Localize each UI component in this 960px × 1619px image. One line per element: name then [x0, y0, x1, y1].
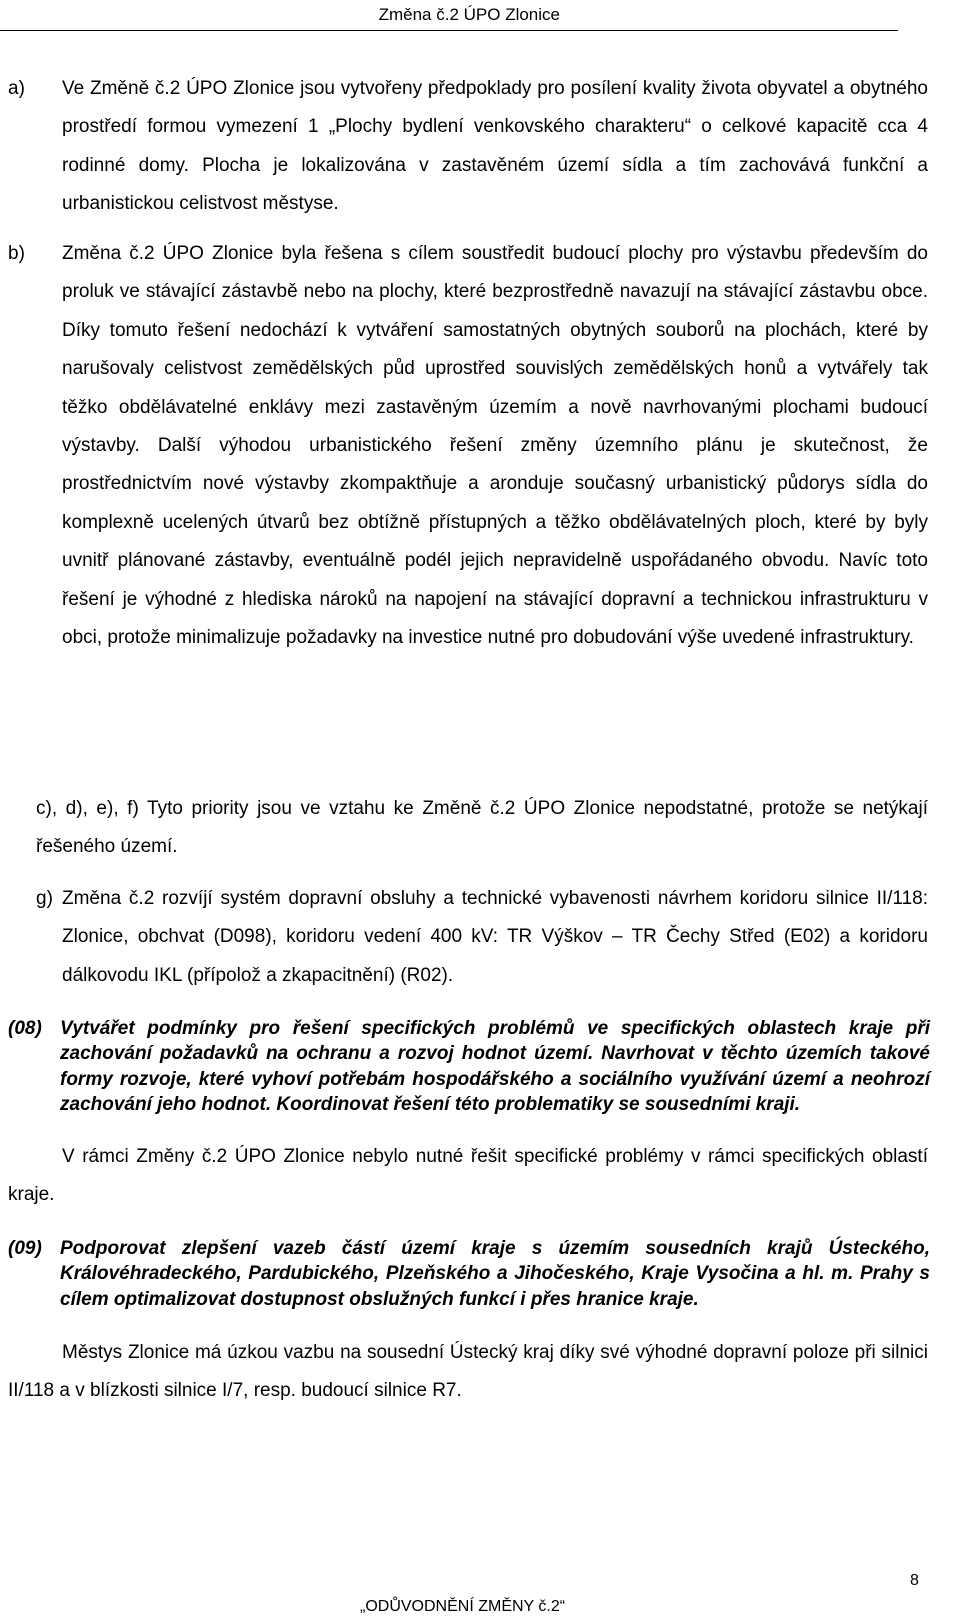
priority-number-09: (09) — [8, 1238, 42, 1259]
item-label-cdef: c), d), e), f) — [36, 798, 139, 819]
page-header — [0, 0, 898, 31]
page-number: 8 — [910, 1572, 919, 1589]
item-label-b: b) — [8, 243, 25, 264]
priority-heading-08: Vytvářet podmínky pro řešení specifických problémů ve specifických oblastech kraje při zachování požadavků na ochranu a rozvoj hodnot území. Navrhovat v těchto územích takové formy rozvoje, které vyhoví potřebám hospodářského a sociálního využívání území a neohrozí zachování jeho hodnot. Koordinovat řešení této problematiky se sousedními kraji. — [60, 1018, 930, 1116]
item-text-g: Změna č.2 rozvíjí systém dopravní obsluhy a technické vybavenosti návrhem koridoru silnice II/118: Zlonice, obchvat (D098), koridoru vedení 400 kV: TR Výškov – TR Čechy Střed (E02) a koridoru dálkovodu IKL (přípolož a zkapacitnění) (R02). — [62, 888, 928, 986]
priority-heading-09: Podporovat zlepšení vazeb částí území kraje s územím sousedních krajů Ústeckého, Královéhradeckého, Pardubického, Plzeňského a Jihočeského, Kraje Vysočina a hl. m. Prahy s cílem optimalizovat dostupnost obslužných funkcí i přes hranice kraje. — [60, 1238, 930, 1310]
item-label-a: a) — [8, 78, 25, 99]
item-text-a: Ve Změně č.2 ÚPO Zlonice jsou vytvořeny předpoklady pro posílení kvality života obyvatel a obytného prostředí formou vymezení 1 „Plochy bydlení venkovského charakteru“ o celkové kapacitě cca 4 rodinné domy. Plocha je lokalizována v zastavěném území sídla a tím zachovává funkční a urbanistickou celistvost městyse. — [62, 78, 928, 215]
footer-text: „ODŮVODNĚNÍ ZMĚNY č.2“ — [360, 1598, 566, 1615]
priority-body-09: Městys Zlonice má úzkou vazbu na sousední Ústecký kraj díky své výhodné dopravní poloze při silnici II/118 a v blízkosti silnice I/7, resp. budoucí silnice R7. — [8, 1342, 928, 1402]
item-label-g: g) — [36, 888, 53, 909]
priority-body-08: V rámci Změny č.2 ÚPO Zlonice nebylo nutné řešit specifické problémy v rámci specifických oblastí kraje. — [8, 1146, 928, 1206]
header-title: Změna č.2 ÚPO Zlonice — [378, 5, 560, 24]
item-text-b: Změna č.2 ÚPO Zlonice byla řešena s cílem soustředit budoucí plochy pro výstavbu především do proluk ve stávající zástavbě nebo na plochy, které bezprostředně navazují na stávající zástavbu obce. Díky tomuto řešení nedochází k vytváření samostatných obytných souborů na plochách, které by narušovaly celistvost zemědělských půd uprostřed souvislých zemědělských honů a vytvářely tak těžko obdělávatelné enklávy mezi zastavěným územím a nově navrhovanými plochami budoucí výstavby. Další výhodou urbanistického řešení změny územního plánu je skutečnost, že prostřednictvím nové výstavby zkompaktňuje a aronduje současný urbanistický půdorys sídla do komplexně ucelených útvarů bez obtížně přístupných a těžko obdělávatelných ploch, které by byly uvnitř plánované zástavby, eventuálně podél jejich nepravidelně uspořádaného obvodu. Navíc toto řešení je výhodné z hlediska nároků na napojení na stávající dopravní a technickou infrastrukturu v obci, protože minimalizuje požadavky na investice nutné pro dobudování výše uvedené infrastruktury. — [62, 243, 928, 649]
priority-number-08: (08) — [8, 1018, 42, 1039]
item-text-cdef: Tyto priority jsou ve vztahu ke Změně č.2 ÚPO Zlonice nepodstatné, protože se netýkají řešeného území. — [36, 798, 929, 858]
item-cdef — [36, 790, 928, 867]
